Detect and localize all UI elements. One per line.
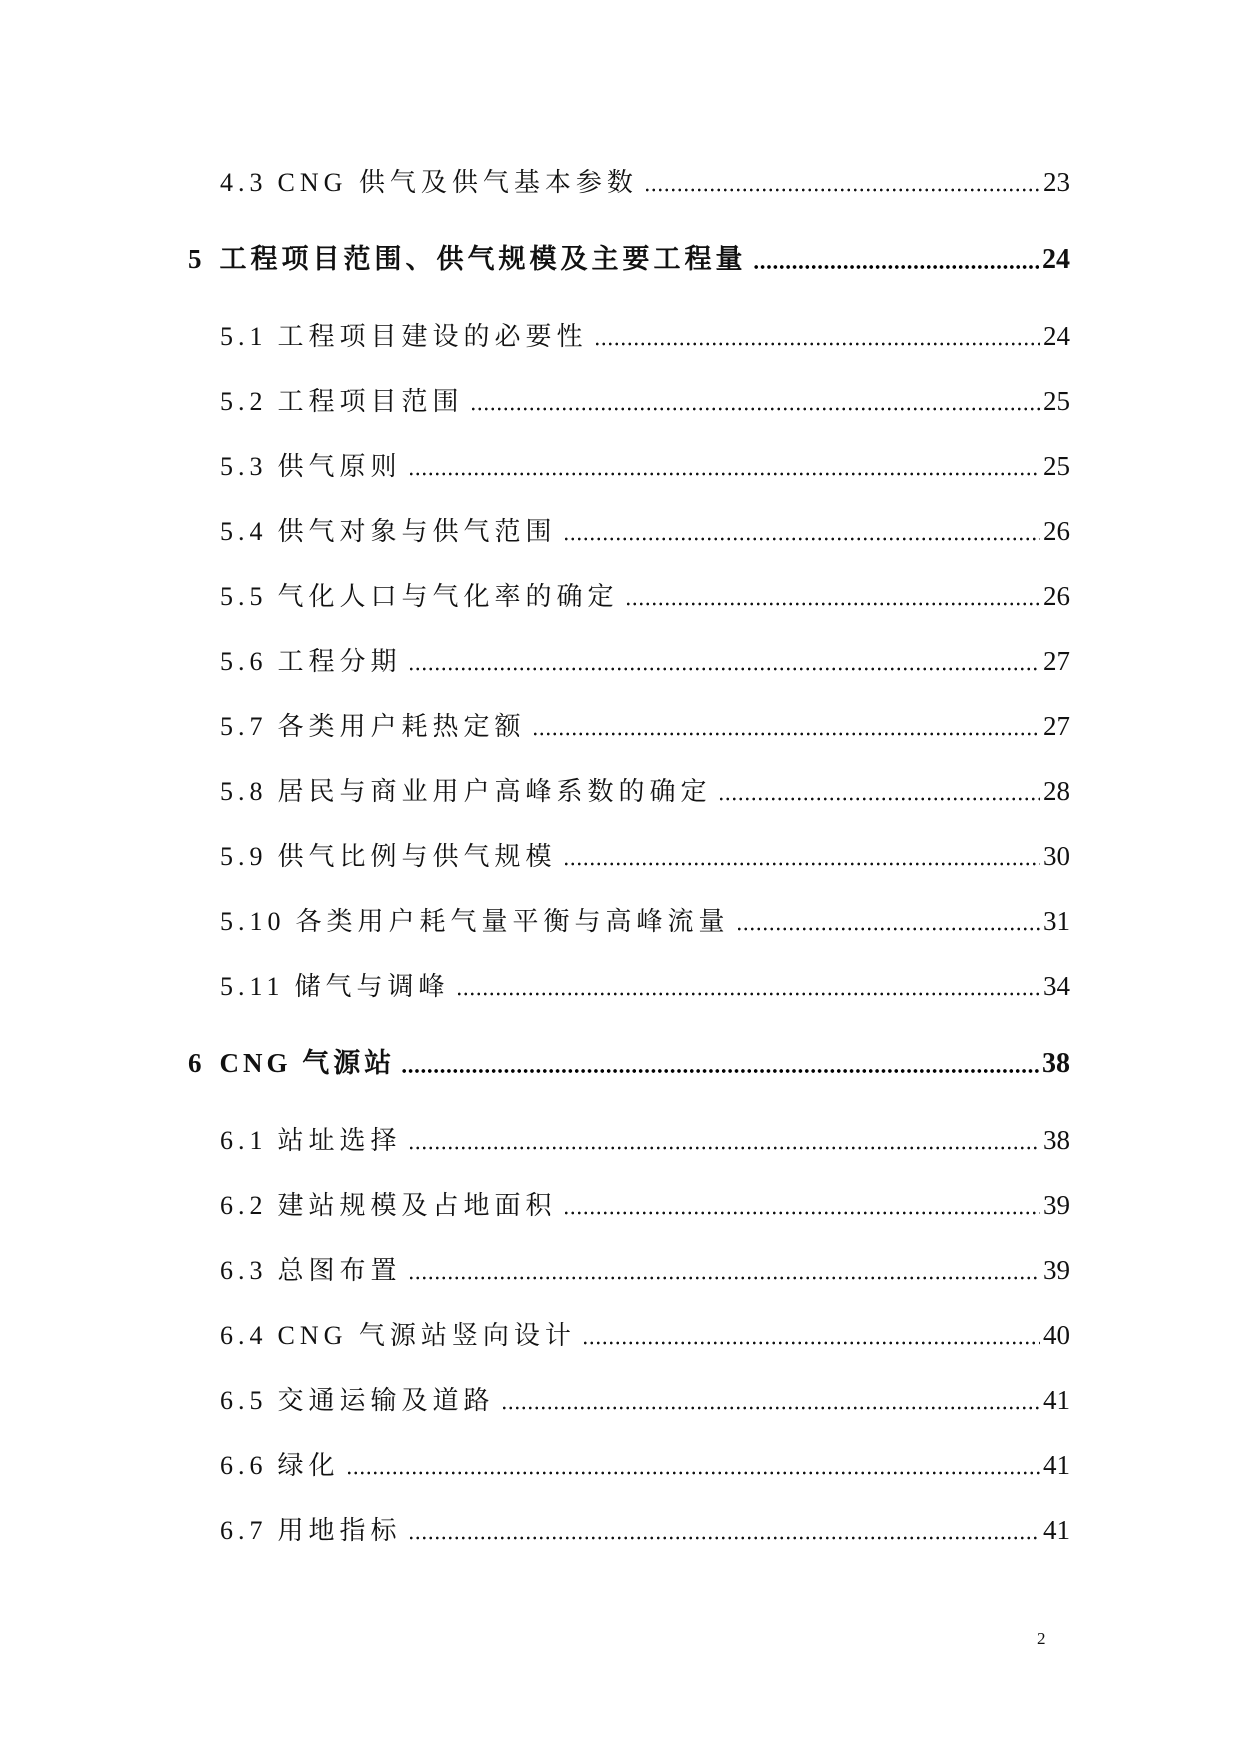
toc-entry-page-number: 39 (1043, 1190, 1070, 1220)
toc-entry-number: 6.7 (220, 1515, 268, 1545)
toc-dot-leader (401, 1068, 1039, 1074)
toc-entry-page-number: 34 (1043, 971, 1070, 1001)
toc-entry-label (220, 1320, 576, 1350)
toc-entry-title: 总图布置 (277, 1255, 402, 1285)
toc-dot-leader (408, 666, 1040, 672)
toc-entry-number: 5.10 (220, 906, 286, 936)
toc-chapter-title: CNG 气源站 (219, 1048, 396, 1078)
toc-section-entry (188, 954, 1070, 1019)
toc-entry-title: 供气比例与供气规模 (277, 841, 557, 871)
toc-section-entry (188, 564, 1070, 629)
toc-entry-title: CNG 供气及供气基本参数 (277, 167, 638, 197)
toc-section-entry (188, 1498, 1070, 1563)
toc-dot-leader (408, 1535, 1040, 1541)
toc-section-entry (188, 1368, 1070, 1433)
toc-section-entry (188, 824, 1070, 889)
toc-entry-label (220, 516, 557, 546)
toc-section-entry (188, 889, 1070, 954)
toc-entry-number: 6.3 (220, 1255, 268, 1285)
toc-entry-label (220, 167, 638, 197)
toc-section-entry (188, 1173, 1070, 1238)
toc-dot-leader (582, 1340, 1040, 1346)
toc-chapter-page-number: 38 (1042, 1047, 1070, 1079)
toc-entry-title: 各类用户耗热定额 (277, 711, 526, 741)
toc-entry-number: 6.2 (220, 1190, 268, 1220)
toc-dot-leader (532, 731, 1040, 737)
toc-entry-number: 6.4 (220, 1320, 268, 1350)
toc-entry-number: 4.3 (220, 167, 268, 197)
toc-entry-title: 绿化 (277, 1450, 340, 1480)
toc-entry-page-number: 41 (1043, 1450, 1070, 1480)
toc-section-entry (188, 1433, 1070, 1498)
toc-entry-label (220, 711, 526, 741)
toc-dot-leader (563, 536, 1040, 542)
toc-entry-number: 5.9 (220, 841, 268, 871)
toc-chapter-label (188, 246, 747, 273)
toc-entry-title: 用地指标 (277, 1515, 402, 1545)
toc-entry-label (220, 646, 402, 676)
toc-dot-leader (718, 796, 1040, 802)
toc-entry-number: 5.5 (220, 581, 268, 611)
toc-section-entry (188, 1303, 1070, 1368)
toc-entry-title: CNG 气源站竖向设计 (277, 1320, 576, 1350)
toc-entry-page-number: 26 (1043, 516, 1070, 546)
toc-chapter-label (188, 1050, 395, 1077)
toc-dot-leader (456, 991, 1040, 997)
toc-entry-page-number: 27 (1043, 711, 1070, 741)
toc-entry-number: 6.5 (220, 1385, 268, 1415)
toc-entry-page-number: 27 (1043, 646, 1070, 676)
toc-entry-title: 建站规模及占地面积 (277, 1190, 557, 1220)
toc-chapter-page-number: 24 (1042, 243, 1070, 275)
toc-section-entry (188, 694, 1070, 759)
toc-dot-leader (563, 861, 1040, 867)
toc-entry-page-number: 28 (1043, 776, 1070, 806)
table-of-contents (188, 150, 1070, 1563)
toc-dot-leader (625, 601, 1040, 607)
toc-dot-leader (594, 341, 1040, 347)
toc-entry-page-number: 23 (1043, 167, 1070, 197)
toc-entry-label (220, 841, 557, 871)
toc-entry-label (220, 1515, 402, 1545)
toc-entry-label (220, 386, 464, 416)
toc-entry-page-number: 40 (1043, 1320, 1070, 1350)
toc-entry-number: 5.2 (220, 386, 268, 416)
toc-entry-label (220, 971, 450, 1001)
toc-entry-title: 站址选择 (277, 1125, 402, 1155)
toc-entry-title: 储气与调峰 (294, 971, 450, 1001)
toc-entry-label (220, 1385, 495, 1415)
toc-section-entry (188, 304, 1070, 369)
toc-entry-page-number: 38 (1043, 1125, 1070, 1155)
toc-entry-number: 5.11 (220, 971, 285, 1001)
toc-entry-label (220, 451, 402, 481)
toc-entry-number: 5.3 (220, 451, 268, 481)
toc-entry-title: 交通运输及道路 (277, 1385, 495, 1415)
toc-entry-label (220, 1125, 402, 1155)
toc-entry-number: 5.7 (220, 711, 268, 741)
toc-entry-label (220, 906, 730, 936)
toc-dot-leader (753, 264, 1040, 270)
toc-entry-page-number: 24 (1043, 321, 1070, 351)
toc-entry-page-number: 39 (1043, 1255, 1070, 1285)
toc-dot-leader (563, 1210, 1040, 1216)
toc-entry-number: 5.8 (220, 776, 268, 806)
toc-entry-number: 5.4 (220, 516, 268, 546)
toc-entry-label (220, 776, 712, 806)
toc-entry-number: 6.1 (220, 1125, 268, 1155)
toc-entry-label (220, 1255, 402, 1285)
toc-chapter-entry (188, 1031, 1070, 1096)
toc-dot-leader (346, 1470, 1040, 1476)
toc-entry-number: 6.6 (220, 1450, 268, 1480)
toc-section-entry (188, 629, 1070, 694)
toc-entry-page-number: 31 (1043, 906, 1070, 936)
toc-entry-title: 工程分期 (277, 646, 402, 676)
toc-dot-leader (408, 1275, 1040, 1281)
toc-dot-leader (408, 1145, 1040, 1151)
toc-chapter-number: 6 (188, 1048, 206, 1078)
toc-dot-leader (644, 187, 1040, 193)
toc-entry-page-number: 26 (1043, 581, 1070, 611)
toc-entry-number: 5.1 (220, 321, 268, 351)
toc-entry-page-number: 41 (1043, 1385, 1070, 1415)
toc-entry-title: 居民与商业用户高峰系数的确定 (277, 776, 712, 806)
toc-entry-label (220, 1190, 557, 1220)
toc-section-entry (188, 499, 1070, 564)
toc-entry-label (220, 581, 619, 611)
toc-dot-leader (501, 1405, 1040, 1411)
toc-dot-leader (408, 471, 1040, 477)
toc-entry-label (220, 1450, 340, 1480)
toc-entry-title: 气化人口与气化率的确定 (277, 581, 619, 611)
toc-chapter-number: 5 (188, 244, 206, 274)
toc-entry-title: 工程项目范围 (277, 386, 464, 416)
toc-section-entry (188, 1108, 1070, 1173)
toc-entry-page-number: 30 (1043, 841, 1070, 871)
toc-entry-title: 各类用户耗气量平衡与高峰流量 (295, 906, 730, 936)
toc-section-entry (188, 434, 1070, 499)
toc-dot-leader (470, 406, 1040, 412)
page-number: 2 (1037, 1629, 1046, 1648)
toc-entry-label (220, 321, 588, 351)
toc-entry-title: 供气对象与供气范围 (277, 516, 557, 546)
toc-section-entry (188, 759, 1070, 824)
toc-section-entry (188, 1238, 1070, 1303)
toc-entry-page-number: 25 (1043, 386, 1070, 416)
toc-entry-title: 供气原则 (277, 451, 402, 481)
toc-dot-leader (736, 926, 1040, 932)
toc-entry-page-number: 25 (1043, 451, 1070, 481)
toc-chapter-title: 工程项目范围、供气规模及主要工程量 (219, 244, 747, 274)
toc-entry-number: 5.6 (220, 646, 268, 676)
toc-entry-page-number: 41 (1043, 1515, 1070, 1545)
toc-chapter-entry (188, 227, 1070, 292)
toc-entry-title: 工程项目建设的必要性 (277, 321, 588, 351)
toc-section-entry (188, 369, 1070, 434)
toc-section-entry (188, 150, 1070, 215)
